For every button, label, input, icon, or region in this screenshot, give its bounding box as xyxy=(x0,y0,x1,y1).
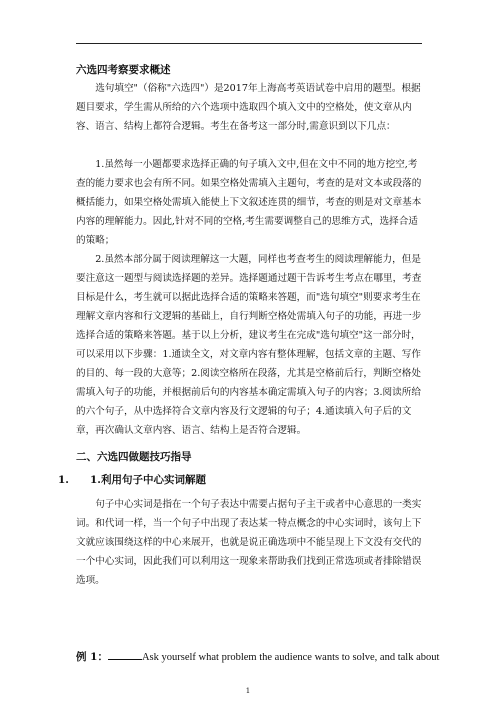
header-rule xyxy=(76,43,422,44)
section-heading-tips: 二、六选四做题技巧指导 xyxy=(76,451,192,463)
paragraph-point-1: 1.虽然每一小题都要求选择正确的句子填入文中,但在文中不同的地方挖空,考查的能力要求也会有所不同。如果空格处需填入主题句，考查的是对文本或段落的概括能力，如果空格处需填入能使上下文叙述连贯的细节，考查的则是对文章基本内容的理解能力。因此,针对不同的空格,考生需要调整自己的思维方式，选择合适的策略； xyxy=(76,159,422,246)
subsection-title: 1.利用句子中心实词解题 xyxy=(90,474,206,486)
section-heading-overview: 六选四考察要求概述 xyxy=(76,64,171,76)
list-number: 1. xyxy=(58,474,69,486)
subsection-heading xyxy=(58,472,206,487)
paragraph-point-2: 2.虽然本部分属于阅读理解这一大题，同样也考查考生的阅读理解能力，但是要注意这一题型与阅读选择题的差异。选择题通过题干告诉考生考点在哪里，考查目标是什么，考生就可以据此选择合适的策略来答题，而"选句填空"则要求考生在理解文章内容和行文逻辑的基础上，自行判断空格处需填入句子的功能，再进一步选择合适的策略来答题。基于以上分析，建议考生在完成"选句填空"这一部分时，可以采用以下步骤：1.通读全文，对文章内容有整体理解，包括文章的主题、写作的目的、每一段的大意等；2.阅读空格所在段落，尤其是空格前后行，判断空格处需填入句子的功能，并根据前后句的内容基本确定需填入句子的内容；3.阅读所给的六个句子，从中选择符合文章内容及行文逻辑的句子；4.通读填入句子后的文章，再次确认文章内容、语言、结构上是否符合逻辑。 xyxy=(76,254,422,436)
answer-blank xyxy=(108,649,142,660)
paragraph-keyword-method: 句子中心实词是指在一个句子表达中需要占据句子主干或者中心意思的一类实词。和代词一样，当一个句子中出现了表达某一特点概念的中心实词时，该句上下文就应该围绕这样的中心来展开，也就是说正确选项中不能呈现上下文没有交代的一个中心实词，因此我们可以利用这一现象来帮助我们找到正常选项或者排除错误选项。 xyxy=(76,499,422,586)
page-number: 1 xyxy=(245,687,251,695)
example-line xyxy=(76,649,439,664)
example-text: Ask yourself what problem the audience wants to solve, and talk about xyxy=(141,652,440,663)
example-label: 例 1： xyxy=(76,651,108,663)
paragraph-intro: 选句填空"（俗称"六选四"）是2017年上海高考英语试卷中启用的题型。根据题目要求，学生需从所给的六个选项中选取四个填入文中的空格处，使文章从内容、语言、结构上都符合逻辑。考生在备考这一部分时,需意识到以下几点： xyxy=(76,83,421,132)
